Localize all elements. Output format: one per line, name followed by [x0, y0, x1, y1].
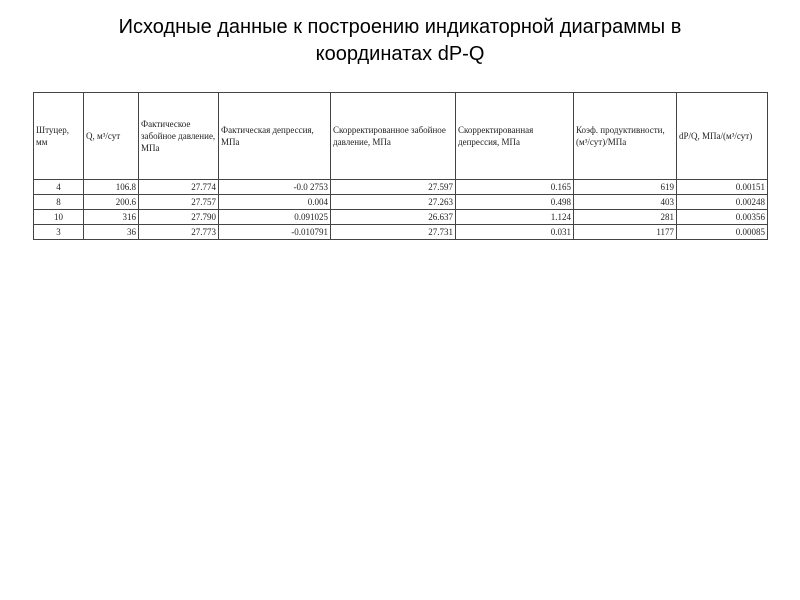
- header-cell: Коэф. продуктивности, (м³/сут)/МПа: [574, 93, 677, 180]
- table-cell: 0.031: [456, 225, 574, 240]
- header-cell: dP/Q, МПа/(м³/сут): [677, 93, 768, 180]
- table-cell: 27.263: [331, 195, 456, 210]
- table-cell: 200.6: [84, 195, 139, 210]
- header-cell: Скорректированное забойное давление, МПа: [331, 93, 456, 180]
- table-row: [34, 180, 768, 195]
- header-cell: Скорректированная депрессия, МПа: [456, 93, 574, 180]
- table-cell: 0.165: [456, 180, 574, 195]
- title-line-1: Исходные данные к построению индикаторной диаграммы в: [118, 16, 682, 38]
- header-cell: Фактическая депрессия, МПа: [219, 93, 331, 180]
- table-cell: 27.757: [139, 195, 219, 210]
- table-cell: 26.637: [331, 210, 456, 225]
- header-cell: Q, м³/сут: [84, 93, 139, 180]
- table-cell: 27.773: [139, 225, 219, 240]
- table-cell: 0.498: [456, 195, 574, 210]
- table-cell: 27.597: [331, 180, 456, 195]
- table-cell: 281: [574, 210, 677, 225]
- table-cell: 3: [34, 225, 84, 240]
- table-cell: 36: [84, 225, 139, 240]
- table-cell: 316: [84, 210, 139, 225]
- table-cell: 4: [34, 180, 84, 195]
- table-cell: 0.00151: [677, 180, 768, 195]
- data-table: [33, 92, 768, 240]
- table-cell: 10: [34, 210, 84, 225]
- slide-title: [40, 14, 760, 68]
- title-line-2: координатах dP-Q: [315, 43, 485, 65]
- data-table-container: [33, 92, 767, 240]
- table-cell: 0.004: [219, 195, 331, 210]
- table-cell: 27.774: [139, 180, 219, 195]
- table-cell: 0.091025: [219, 210, 331, 225]
- table-cell: -0.010791: [219, 225, 331, 240]
- table-cell: 27.731: [331, 225, 456, 240]
- table-cell: 1177: [574, 225, 677, 240]
- table-header-row: [34, 93, 768, 180]
- table-row: [34, 195, 768, 210]
- table-cell: 27.790: [139, 210, 219, 225]
- table-cell: 8: [34, 195, 84, 210]
- table-cell: 1.124: [456, 210, 574, 225]
- table-row: [34, 225, 768, 240]
- header-cell: Штуцер, мм: [34, 93, 84, 180]
- table-row: [34, 210, 768, 225]
- table-cell: 0.00356: [677, 210, 768, 225]
- table-cell: -0.0 2753: [219, 180, 331, 195]
- header-cell: Фактическое забойное давление, МПа: [139, 93, 219, 180]
- table-cell: 0.00085: [677, 225, 768, 240]
- table-cell: 619: [574, 180, 677, 195]
- table-cell: 403: [574, 195, 677, 210]
- table-cell: 106.8: [84, 180, 139, 195]
- table-cell: 0.00248: [677, 195, 768, 210]
